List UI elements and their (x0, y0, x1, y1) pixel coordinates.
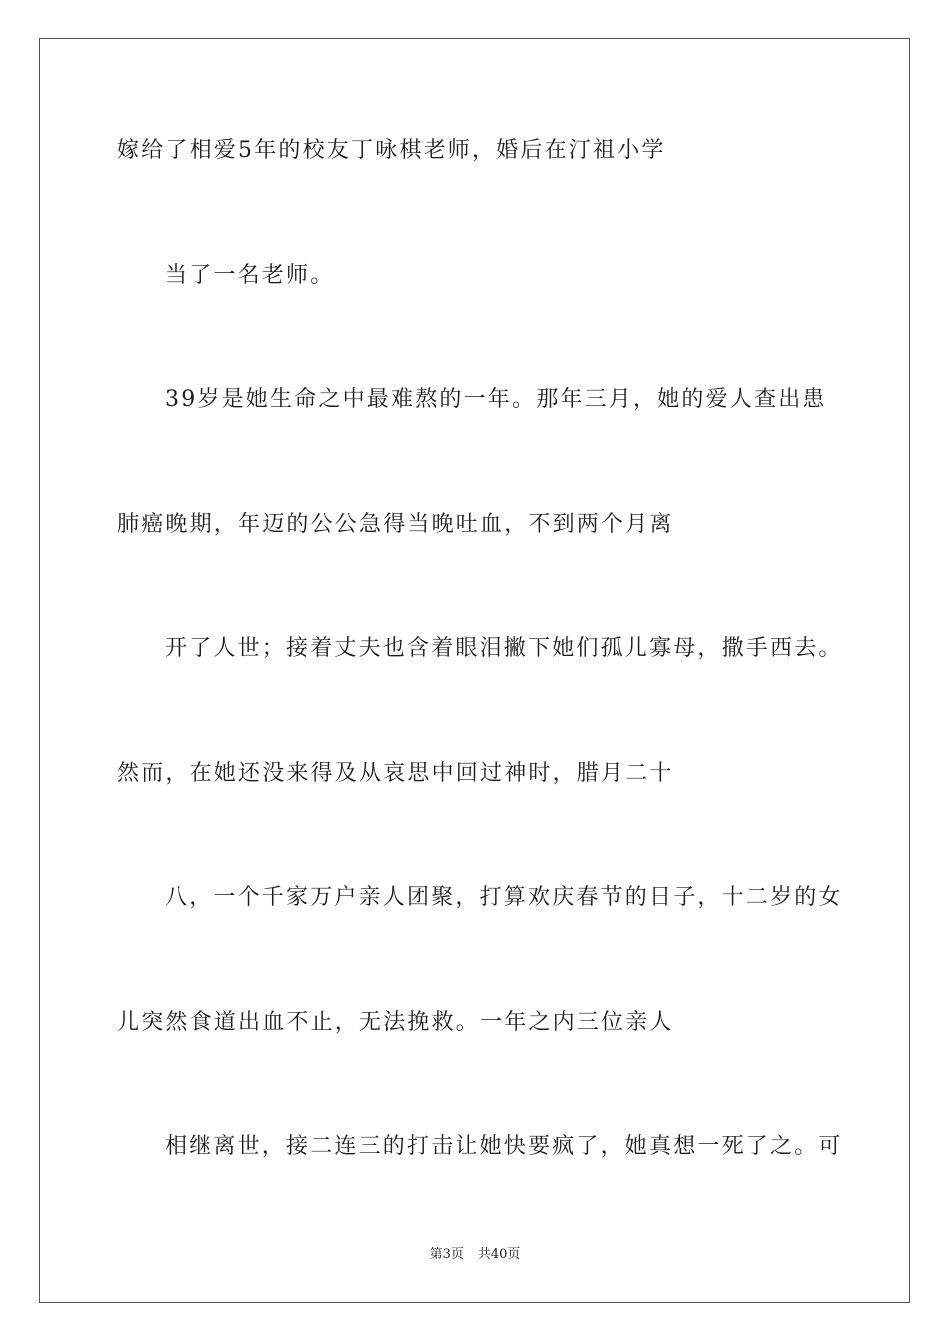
text-line: 儿突然食道出血不止，无法挽救。一年之内三位亲人 (117, 1010, 674, 1035)
text-line: 当了一名老师。 (165, 263, 335, 288)
text-line: 嫁给了相爱5年的校友丁咏棋老师，婚后在汀祖小学 (117, 138, 666, 163)
page-total: 共40页 (477, 1247, 521, 1262)
page-footer (0, 1246, 950, 1264)
page-border (39, 38, 910, 1303)
text-line: 39岁是她生命之中最难熬的一年。那年三月，她的爱人查出患 (165, 387, 827, 412)
text-line: 开了人世；接着丈夫也含着眼泪撇下她们孤儿寡母，撒手西去。 (165, 636, 843, 661)
text-line: 然而，在她还没来得及从哀思中回过神时，腊月二十 (117, 761, 674, 786)
text-line: 相继离世，接二连三的打击让她快要疯了，她真想一死了之。可 (165, 1134, 843, 1159)
text-line: 肺癌晚期，年迈的公公急得当晚吐血，不到两个月离 (117, 512, 674, 537)
text-line: 八，一个千家万户亲人团聚，打算欢庆春节的日子，十二岁的女 (165, 885, 843, 910)
page-number: 第3页 (429, 1247, 464, 1262)
